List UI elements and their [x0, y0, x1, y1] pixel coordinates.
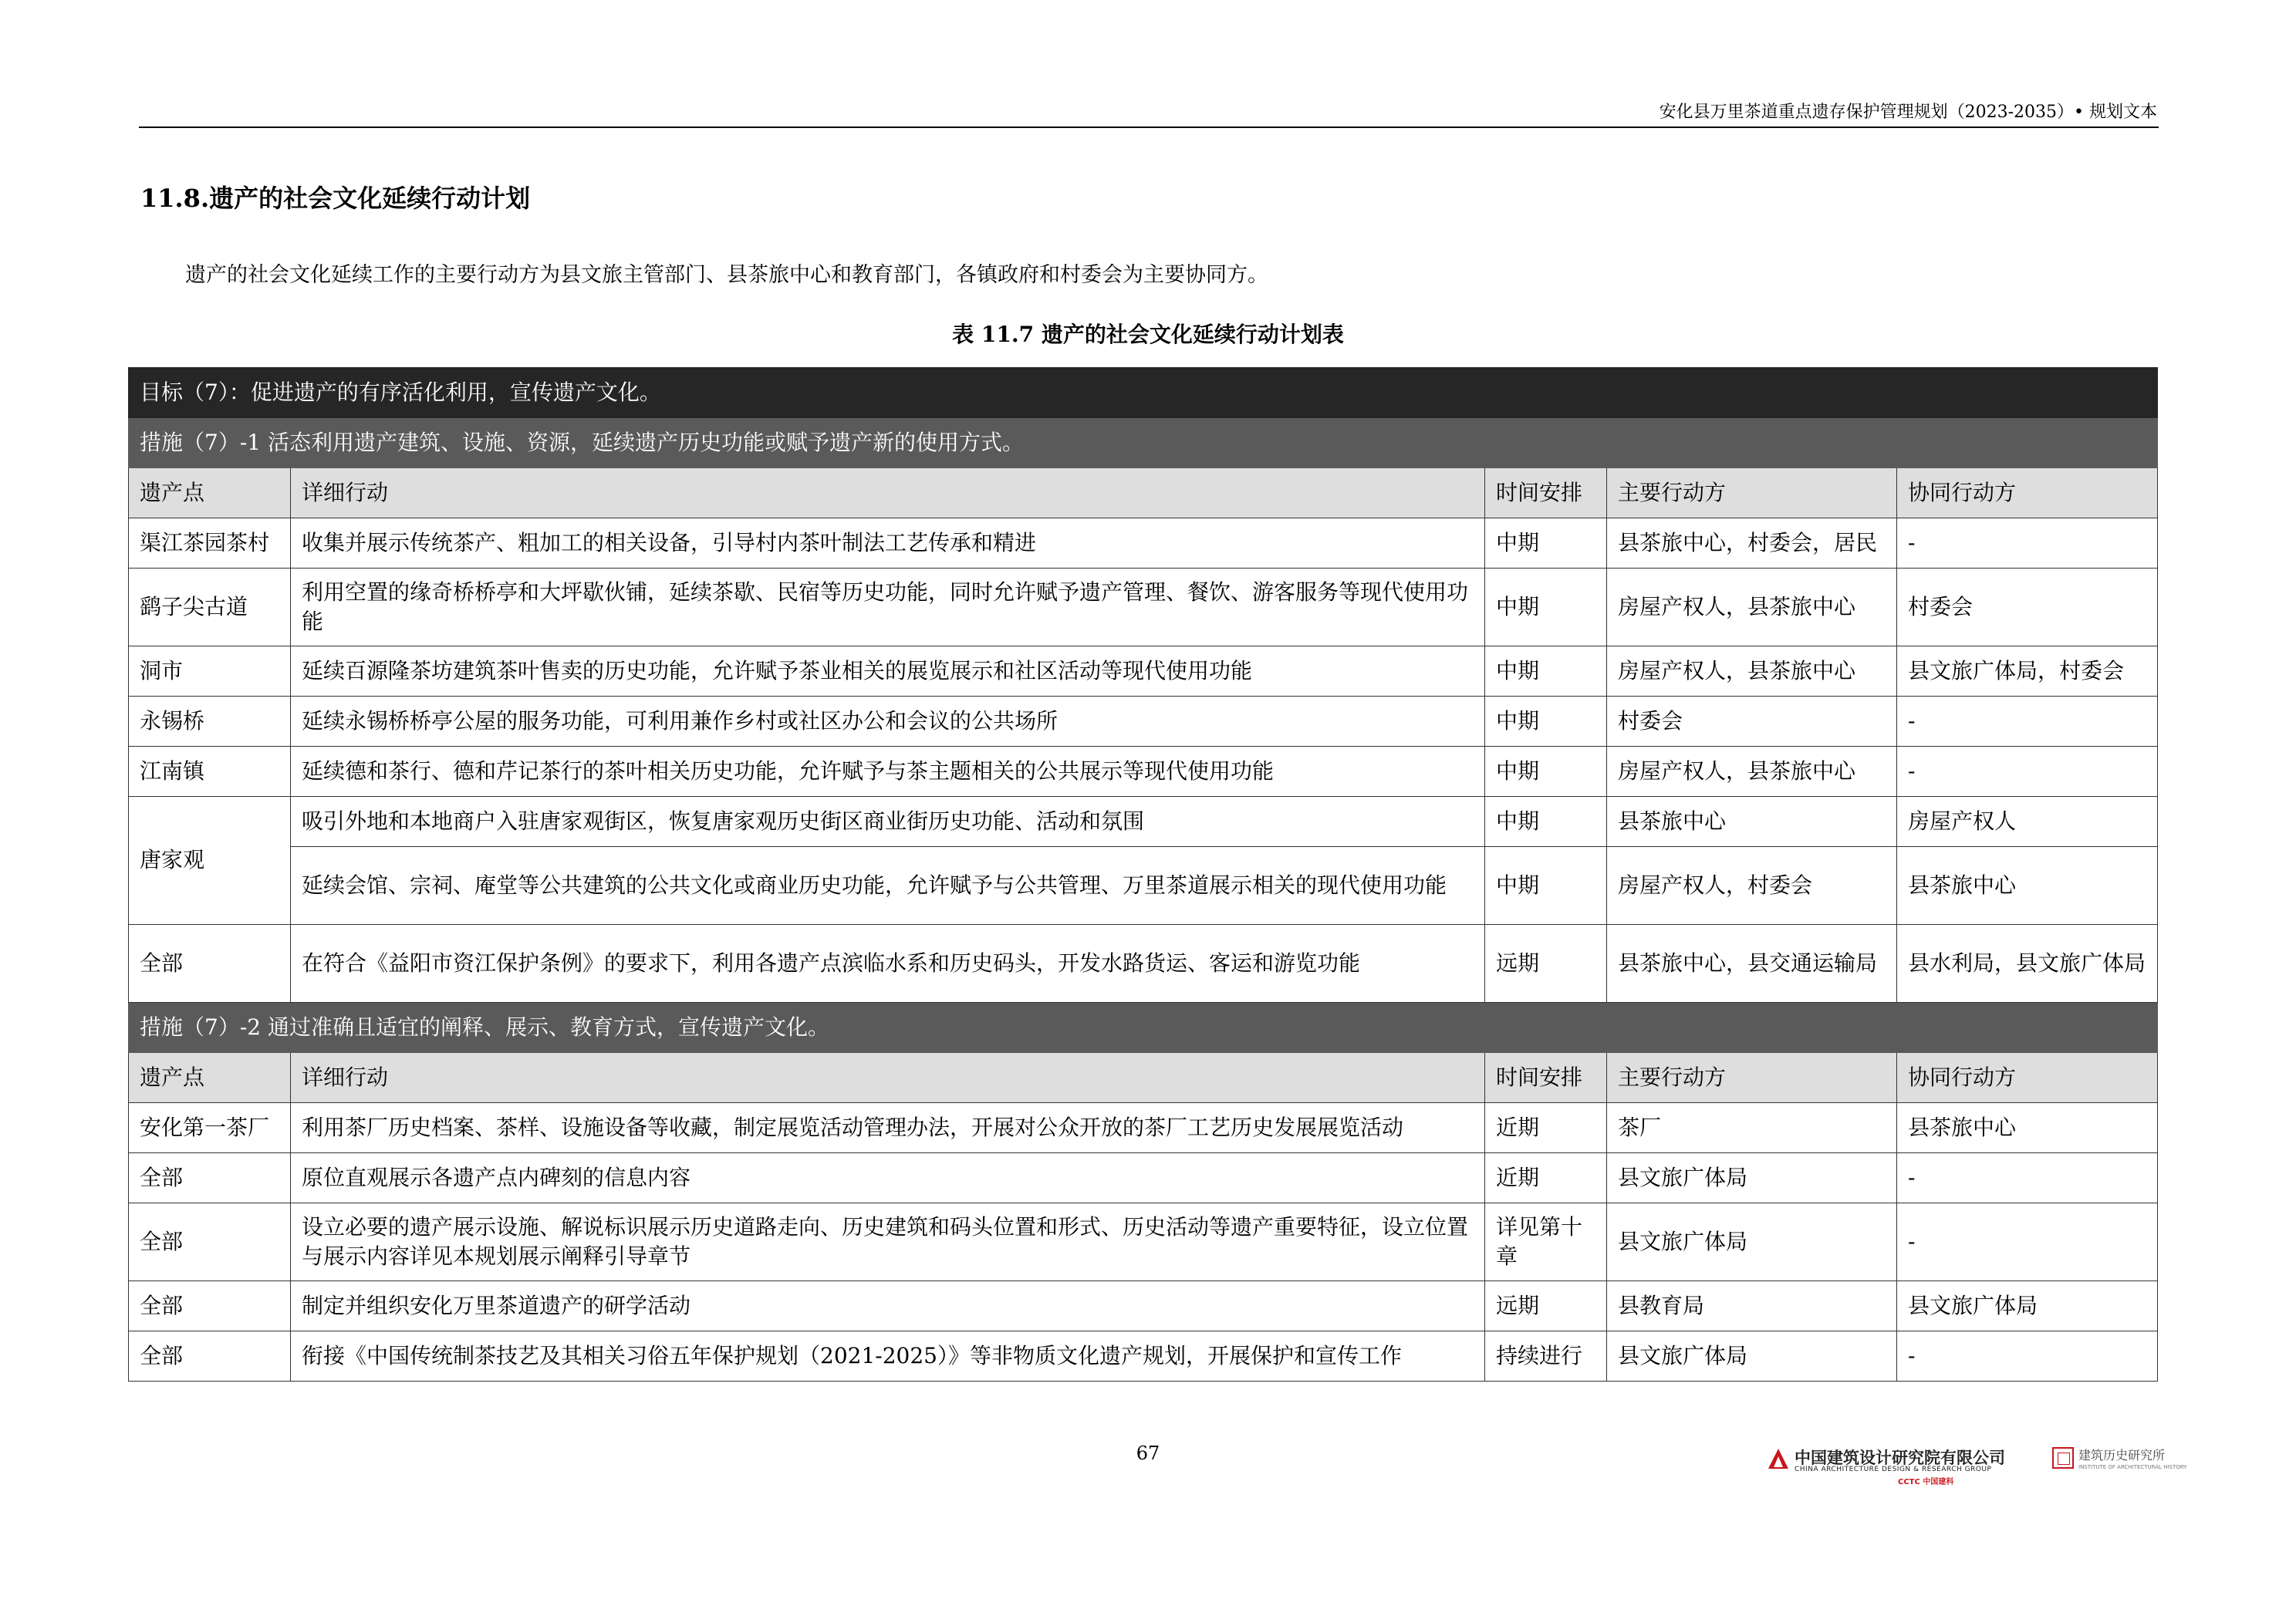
measure-title: 措施（7）-2 通过准确且适宜的阐释、展示、教育方式，宣传遗产文化。: [129, 1003, 2158, 1053]
column-header-row: [129, 1053, 2158, 1103]
time-cell: 远期: [1485, 925, 1607, 1003]
site-cell: 永锡桥: [129, 697, 291, 747]
site-cell: 全部: [129, 1153, 291, 1203]
time-cell: 详见第十章: [1485, 1203, 1607, 1281]
table-row: [129, 747, 2158, 797]
site-cell: 鹞子尖古道: [129, 569, 291, 646]
time-cell: 中期: [1485, 847, 1607, 925]
table-row: [129, 1203, 2158, 1281]
site-cell: 安化第一茶厂: [129, 1103, 291, 1153]
intro-paragraph: 遗产的社会文化延续工作的主要行动方为县文旅主管部门、县茶旅中心和教育部门，各镇政府和村委会为主要协同方。: [185, 263, 1268, 287]
measure-title: 措施（7）-1 活态利用遗产建筑、设施、资源，延续遗产历史功能或赋予遗产新的使用方式。: [129, 418, 2158, 468]
iah-logo-name: 建筑历史研究所: [2078, 1448, 2166, 1463]
partner-cell: -: [1897, 1331, 2158, 1382]
table-row: [129, 646, 2158, 697]
lead-cell: 房屋产权人，县茶旅中心: [1607, 646, 1897, 697]
action-plan-table: [128, 367, 2158, 1382]
lead-cell: 茶厂: [1607, 1103, 1897, 1153]
action-cell: 在符合《益阳市资江保护条例》的要求下，利用各遗产点滨临水系和历史码头，开发水路货运、客运和游览功能: [291, 925, 1485, 1003]
page-number: 67: [1136, 1442, 1160, 1464]
partner-cell: 村委会: [1897, 569, 2158, 646]
action-cell: 收集并展示传统茶产、粗加工的相关设备，引导村内茶叶制法工艺传承和精进: [291, 518, 1485, 569]
action-cell: 延续永锡桥桥亭公屋的服务功能，可利用兼作乡村或社区办公和会议的公共场所: [291, 697, 1485, 747]
table-caption: 表 11.7 遗产的社会文化延续行动计划表: [952, 322, 1344, 347]
time-cell: 中期: [1485, 697, 1607, 747]
action-cell: 制定并组织安化万里茶道遗产的研学活动: [291, 1281, 1485, 1331]
action-cell: 吸引外地和本地商户入驻唐家观街区，恢复唐家观历史街区商业街历史功能、活动和氛围: [291, 797, 1485, 847]
lead-cell: 房屋产权人，村委会: [1607, 847, 1897, 925]
cag-logo-english: CHINA ARCHITECTURE DESIGN & RESEARCH GROUP: [1795, 1466, 1992, 1473]
iah-logo: [2052, 1446, 2187, 1484]
table-row: [129, 1281, 2158, 1331]
partner-cell: 县茶旅中心: [1897, 847, 2158, 925]
action-cell: 延续百源隆茶坊建筑茶叶售卖的历史功能，允许赋予茶业相关的展览展示和社区活动等现代使用功能: [291, 646, 1485, 697]
column-header-time: 时间安排: [1485, 468, 1607, 518]
measure-row: [129, 418, 2158, 468]
table-row: [129, 569, 2158, 646]
column-header-site: 遗产点: [129, 468, 291, 518]
lead-cell: 县文旅广体局: [1607, 1331, 1897, 1382]
site-cell: 唐家观: [129, 797, 291, 925]
header-divider: [139, 127, 2159, 128]
site-cell: 江南镇: [129, 747, 291, 797]
time-cell: 持续进行: [1485, 1331, 1607, 1382]
column-header-partner: 协同行动方: [1897, 1053, 2158, 1103]
time-cell: 中期: [1485, 747, 1607, 797]
table-row: [129, 797, 2158, 847]
column-header-action: 详细行动: [291, 1053, 1485, 1103]
time-cell: 中期: [1485, 797, 1607, 847]
action-cell: 设立必要的遗产展示设施、解说标识展示历史道路走向、历史建筑和码头位置和形式、历史活动等遗产重要特征，设立位置与展示内容详见本规划展示阐释引导章节: [291, 1203, 1485, 1281]
action-cell: 利用空置的缘奇桥桥亭和大坪歇伙铺，延续茶歇、民宿等历史功能，同时允许赋予遗产管理、餐饮、游客服务等现代使用功能: [291, 569, 1485, 646]
partner-cell: -: [1897, 747, 2158, 797]
time-cell: 远期: [1485, 1281, 1607, 1331]
lead-cell: 房屋产权人，县茶旅中心: [1607, 747, 1897, 797]
time-cell: 近期: [1485, 1103, 1607, 1153]
partner-cell: -: [1897, 518, 2158, 569]
column-header-lead: 主要行动方: [1607, 1053, 1897, 1103]
partner-cell: -: [1897, 1153, 2158, 1203]
site-cell: 全部: [129, 1203, 291, 1281]
partner-cell: 县水利局，县文旅广体局: [1897, 925, 2158, 1003]
cag-logo-name: 中国建筑设计研究院有限公司: [1795, 1449, 2005, 1467]
lead-cell: 县文旅广体局: [1607, 1203, 1897, 1281]
table-row: [129, 1103, 2158, 1153]
site-cell: 渠江茶园茶村: [129, 518, 291, 569]
iah-logo-english: INSTITUTE OF ARCHITECTURAL HISTORY: [2078, 1464, 2187, 1470]
partner-cell: -: [1897, 697, 2158, 747]
cctc-mark: CCTC 中国建科: [1898, 1478, 1954, 1486]
table-row: [129, 518, 2158, 569]
column-header-lead: 主要行动方: [1607, 468, 1897, 518]
lead-cell: 县教育局: [1607, 1281, 1897, 1331]
column-header-site: 遗产点: [129, 1053, 291, 1103]
cag-logo-mark-icon: [1767, 1447, 1790, 1470]
site-cell: 洞市: [129, 646, 291, 697]
action-cell: 原位直观展示各遗产点内碑刻的信息内容: [291, 1153, 1485, 1203]
table-row: [129, 1153, 2158, 1203]
partner-cell: 县文旅广体局，村委会: [1897, 646, 2158, 697]
column-header-action: 详细行动: [291, 468, 1485, 518]
table-row: [129, 847, 2158, 925]
action-cell: 衔接《中国传统制茶技艺及其相关习俗五年保护规划（2021-2025）》等非物质文化遗产规划，开展保护和宣传工作: [291, 1331, 1485, 1382]
time-cell: 中期: [1485, 569, 1607, 646]
column-header-row: [129, 468, 2158, 518]
action-cell: 延续会馆、宗祠、庵堂等公共建筑的公共文化或商业历史功能，允许赋予与公共管理、万里茶道展示相关的现代使用功能: [291, 847, 1485, 925]
partner-cell: 县文旅广体局: [1897, 1281, 2158, 1331]
action-cell: 利用茶厂历史档案、茶样、设施设备等收藏，制定展览活动管理办法，开展对公众开放的茶厂工艺历史发展展览活动: [291, 1103, 1485, 1153]
cag-logo: [1767, 1446, 2044, 1484]
section-title: 11.8.遗产的社会文化延续行动计划: [140, 184, 531, 213]
table-row: [129, 925, 2158, 1003]
lead-cell: 村委会: [1607, 697, 1897, 747]
site-cell: 全部: [129, 1331, 291, 1382]
column-header-partner: 协同行动方: [1897, 468, 2158, 518]
partner-cell: -: [1897, 1203, 2158, 1281]
time-cell: 中期: [1485, 646, 1607, 697]
goal-text: 目标（7）：促进遗产的有序活化利用，宣传遗产文化。: [129, 368, 2158, 418]
time-cell: 中期: [1485, 518, 1607, 569]
column-header-time: 时间安排: [1485, 1053, 1607, 1103]
lead-cell: 县茶旅中心，县交通运输局: [1607, 925, 1897, 1003]
action-cell: 延续德和茶行、德和芹记茶行的茶叶相关历史功能，允许赋予与茶主题相关的公共展示等现代使用功能: [291, 747, 1485, 797]
site-cell: 全部: [129, 1281, 291, 1331]
lead-cell: 县文旅广体局: [1607, 1153, 1897, 1203]
lead-cell: 县茶旅中心，村委会，居民: [1607, 518, 1897, 569]
lead-cell: 房屋产权人，县茶旅中心: [1607, 569, 1897, 646]
partner-cell: 房屋产权人: [1897, 797, 2158, 847]
goal-row: [129, 368, 2158, 418]
time-cell: 近期: [1485, 1153, 1607, 1203]
running-header: 安化县万里茶道重点遗存保护管理规划（2023-2035）• 规划文本: [1659, 103, 2157, 122]
measure-row: [129, 1003, 2158, 1053]
table-row: [129, 697, 2158, 747]
lead-cell: 县茶旅中心: [1607, 797, 1897, 847]
site-cell: 全部: [129, 925, 291, 1003]
table-row: [129, 1331, 2158, 1382]
partner-cell: 县茶旅中心: [1897, 1103, 2158, 1153]
seal-icon: [2052, 1447, 2074, 1469]
